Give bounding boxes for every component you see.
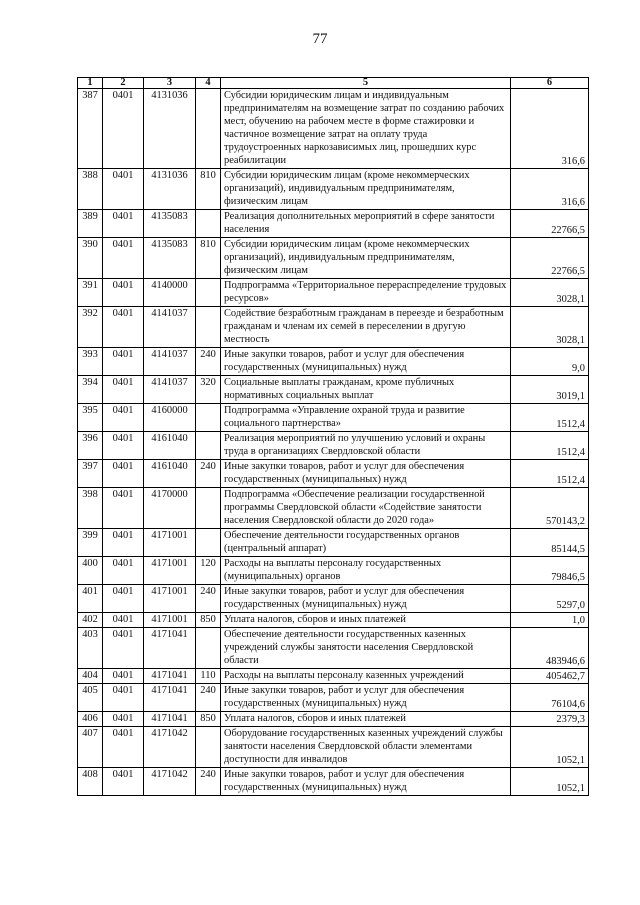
expense-type-cell: 320: [196, 376, 221, 404]
budget-table: [77, 77, 589, 796]
expense-type-cell: 850: [196, 712, 221, 727]
description-cell: Иные закупки товаров, работ и услуг для обеспечения государственных (муниципальных) нужд: [221, 460, 511, 488]
row-number-cell: 400: [78, 557, 103, 585]
table-row: [78, 404, 589, 432]
table-row: [78, 89, 589, 169]
header-col-3: 3: [144, 78, 196, 89]
row-number-cell: 403: [78, 628, 103, 669]
amount-cell: 76104,6: [511, 684, 589, 712]
table-row: [78, 348, 589, 376]
target-code-cell: 4171042: [144, 768, 196, 796]
section-code-cell: 0401: [103, 585, 144, 613]
target-code-cell: 4171001: [144, 613, 196, 628]
table-row: [78, 169, 589, 210]
row-number-cell: 398: [78, 488, 103, 529]
description-cell: Иные закупки товаров, работ и услуг для обеспечения государственных (муниципальных) нужд: [221, 684, 511, 712]
row-number-cell: 406: [78, 712, 103, 727]
target-code-cell: 4131036: [144, 169, 196, 210]
description-cell: Иные закупки товаров, работ и услуг для обеспечения государственных (муниципальных) нужд: [221, 768, 511, 796]
section-code-cell: 0401: [103, 404, 144, 432]
description-cell: Обеспечение деятельности государственных органов (центральный аппарат): [221, 529, 511, 557]
row-number-cell: 391: [78, 279, 103, 307]
description-cell: Иные закупки товаров, работ и услуг для обеспечения государственных (муниципальных) нужд: [221, 585, 511, 613]
section-code-cell: 0401: [103, 684, 144, 712]
table-row: [78, 613, 589, 628]
row-number-cell: 390: [78, 238, 103, 279]
target-code-cell: 4135083: [144, 210, 196, 238]
amount-cell: 3028,1: [511, 307, 589, 348]
expense-type-cell: 810: [196, 169, 221, 210]
amount-cell: 79846,5: [511, 557, 589, 585]
expense-type-cell: 110: [196, 669, 221, 684]
target-code-cell: 4171041: [144, 669, 196, 684]
section-code-cell: 0401: [103, 376, 144, 404]
amount-cell: 1512,4: [511, 404, 589, 432]
table-row: [78, 669, 589, 684]
target-code-cell: 4171001: [144, 557, 196, 585]
amount-cell: 22766,5: [511, 210, 589, 238]
expense-type-cell: 120: [196, 557, 221, 585]
amount-cell: 22766,5: [511, 238, 589, 279]
target-code-cell: 4170000: [144, 488, 196, 529]
description-cell: Иные закупки товаров, работ и услуг для обеспечения государственных (муниципальных) нужд: [221, 348, 511, 376]
amount-cell: 1512,4: [511, 432, 589, 460]
header-col-4: 4: [196, 78, 221, 89]
target-code-cell: 4160000: [144, 404, 196, 432]
table-row: [78, 557, 589, 585]
section-code-cell: 0401: [103, 210, 144, 238]
target-code-cell: 4131036: [144, 89, 196, 169]
section-code-cell: 0401: [103, 460, 144, 488]
target-code-cell: 4171001: [144, 585, 196, 613]
row-number-cell: 393: [78, 348, 103, 376]
description-cell: Расходы на выплаты персоналу государственных (муниципальных) органов: [221, 557, 511, 585]
table-row: [78, 488, 589, 529]
table-header-row: [78, 78, 589, 89]
description-cell: Субсидии юридическим лицам (кроме некоммерческих организаций), индивидуальным предпринимателям, физическим лицам: [221, 169, 511, 210]
section-code-cell: 0401: [103, 669, 144, 684]
header-col-5: 5: [221, 78, 511, 89]
row-number-cell: 388: [78, 169, 103, 210]
expense-type-cell: [196, 529, 221, 557]
amount-cell: 570143,2: [511, 488, 589, 529]
table-row: [78, 768, 589, 796]
row-number-cell: 401: [78, 585, 103, 613]
expense-type-cell: [196, 307, 221, 348]
row-number-cell: 402: [78, 613, 103, 628]
section-code-cell: 0401: [103, 557, 144, 585]
header-col-2: 2: [103, 78, 144, 89]
amount-cell: 1052,1: [511, 768, 589, 796]
target-code-cell: 4161040: [144, 460, 196, 488]
section-code-cell: 0401: [103, 529, 144, 557]
row-number-cell: 392: [78, 307, 103, 348]
amount-cell: 85144,5: [511, 529, 589, 557]
row-number-cell: 389: [78, 210, 103, 238]
amount-cell: 316,6: [511, 89, 589, 169]
amount-cell: 3028,1: [511, 279, 589, 307]
description-cell: Содействие безработным гражданам в переезде и безработным гражданам и членам их семей в переселении в другую местность: [221, 307, 511, 348]
amount-cell: 2379,3: [511, 712, 589, 727]
section-code-cell: 0401: [103, 613, 144, 628]
row-number-cell: 394: [78, 376, 103, 404]
table-row: [78, 727, 589, 768]
target-code-cell: 4171041: [144, 712, 196, 727]
section-code-cell: 0401: [103, 348, 144, 376]
row-number-cell: 397: [78, 460, 103, 488]
description-cell: Субсидии юридическим лицам (кроме некоммерческих организаций), индивидуальным предпринимателям, физическим лицам: [221, 238, 511, 279]
header-col-1: 1: [78, 78, 103, 89]
target-code-cell: 4141037: [144, 348, 196, 376]
amount-cell: 1512,4: [511, 460, 589, 488]
description-cell: Субсидии юридическим лицам и индивидуальным предпринимателям на возмещение затрат по созданию рабочих мест, обучению на рабочем месте в форме стажировки и частичное возмещение затрат на оплату труда трудоустроенных наркозависимых лиц, прошедших курс реабилитации: [221, 89, 511, 169]
expense-type-cell: [196, 432, 221, 460]
row-number-cell: 387: [78, 89, 103, 169]
row-number-cell: 399: [78, 529, 103, 557]
expense-type-cell: 850: [196, 613, 221, 628]
target-code-cell: 4135083: [144, 238, 196, 279]
table-row: [78, 238, 589, 279]
description-cell: Расходы на выплаты персоналу казенных учреждений: [221, 669, 511, 684]
expense-type-cell: [196, 89, 221, 169]
description-cell: Подпрограмма «Управление охраной труда и развитие социального партнерства»: [221, 404, 511, 432]
description-cell: Реализация дополнительных мероприятий в сфере занятости населения: [221, 210, 511, 238]
target-code-cell: 4171001: [144, 529, 196, 557]
description-cell: Подпрограмма «Обеспечение реализации государственной программы Свердловской области «Содействие занятости населения Свердловской области до 2020 года»: [221, 488, 511, 529]
description-cell: Социальные выплаты гражданам, кроме публичных нормативных социальных выплат: [221, 376, 511, 404]
expense-type-cell: 240: [196, 768, 221, 796]
table-row: [78, 585, 589, 613]
expense-type-cell: 240: [196, 348, 221, 376]
amount-cell: 3019,1: [511, 376, 589, 404]
expense-type-cell: [196, 727, 221, 768]
amount-cell: 483946,6: [511, 628, 589, 669]
section-code-cell: 0401: [103, 712, 144, 727]
expense-type-cell: [196, 404, 221, 432]
description-cell: Обеспечение деятельности государственных казенных учреждений службы занятости населения Свердловской области: [221, 628, 511, 669]
section-code-cell: 0401: [103, 432, 144, 460]
amount-cell: 316,6: [511, 169, 589, 210]
expense-type-cell: 240: [196, 585, 221, 613]
amount-cell: 1,0: [511, 613, 589, 628]
table-row: [78, 279, 589, 307]
section-code-cell: 0401: [103, 488, 144, 529]
section-code-cell: 0401: [103, 89, 144, 169]
expense-type-cell: 240: [196, 684, 221, 712]
table-row: [78, 307, 589, 348]
target-code-cell: 4171041: [144, 628, 196, 669]
table-row: [78, 529, 589, 557]
section-code-cell: 0401: [103, 238, 144, 279]
table-row: [78, 628, 589, 669]
description-cell: Оборудование государственных казенных учреждений службы занятости населения Свердловской области элементами доступности для инвалидов: [221, 727, 511, 768]
expense-type-cell: 240: [196, 460, 221, 488]
target-code-cell: 4141037: [144, 376, 196, 404]
row-number-cell: 395: [78, 404, 103, 432]
row-number-cell: 396: [78, 432, 103, 460]
table-body: [78, 89, 589, 796]
amount-cell: 1052,1: [511, 727, 589, 768]
section-code-cell: 0401: [103, 169, 144, 210]
section-code-cell: 0401: [103, 768, 144, 796]
description-cell: Уплата налогов, сборов и иных платежей: [221, 712, 511, 727]
expense-type-cell: [196, 488, 221, 529]
page-number: 77: [312, 31, 328, 47]
amount-cell: 5297,0: [511, 585, 589, 613]
expense-type-cell: [196, 628, 221, 669]
section-code-cell: 0401: [103, 279, 144, 307]
section-code-cell: 0401: [103, 628, 144, 669]
target-code-cell: 4161040: [144, 432, 196, 460]
table-row: [78, 432, 589, 460]
row-number-cell: 404: [78, 669, 103, 684]
section-code-cell: 0401: [103, 307, 144, 348]
row-number-cell: 405: [78, 684, 103, 712]
row-number-cell: 408: [78, 768, 103, 796]
row-number-cell: 407: [78, 727, 103, 768]
table-row: [78, 210, 589, 238]
table-row: [78, 460, 589, 488]
table-row: [78, 684, 589, 712]
header-col-6: 6: [511, 78, 589, 89]
expense-type-cell: [196, 210, 221, 238]
section-code-cell: 0401: [103, 727, 144, 768]
description-cell: Подпрограмма «Территориальное перераспределение трудовых ресурсов»: [221, 279, 511, 307]
table-row: [78, 376, 589, 404]
target-code-cell: 4141037: [144, 307, 196, 348]
target-code-cell: 4140000: [144, 279, 196, 307]
description-cell: Реализация мероприятий по улучшению условий и охраны труда в организациях Свердловской области: [221, 432, 511, 460]
table-row: [78, 712, 589, 727]
expense-type-cell: 810: [196, 238, 221, 279]
description-cell: Уплата налогов, сборов и иных платежей: [221, 613, 511, 628]
amount-cell: 405462,7: [511, 669, 589, 684]
target-code-cell: 4171041: [144, 684, 196, 712]
amount-cell: 9,0: [511, 348, 589, 376]
target-code-cell: 4171042: [144, 727, 196, 768]
expense-type-cell: [196, 279, 221, 307]
